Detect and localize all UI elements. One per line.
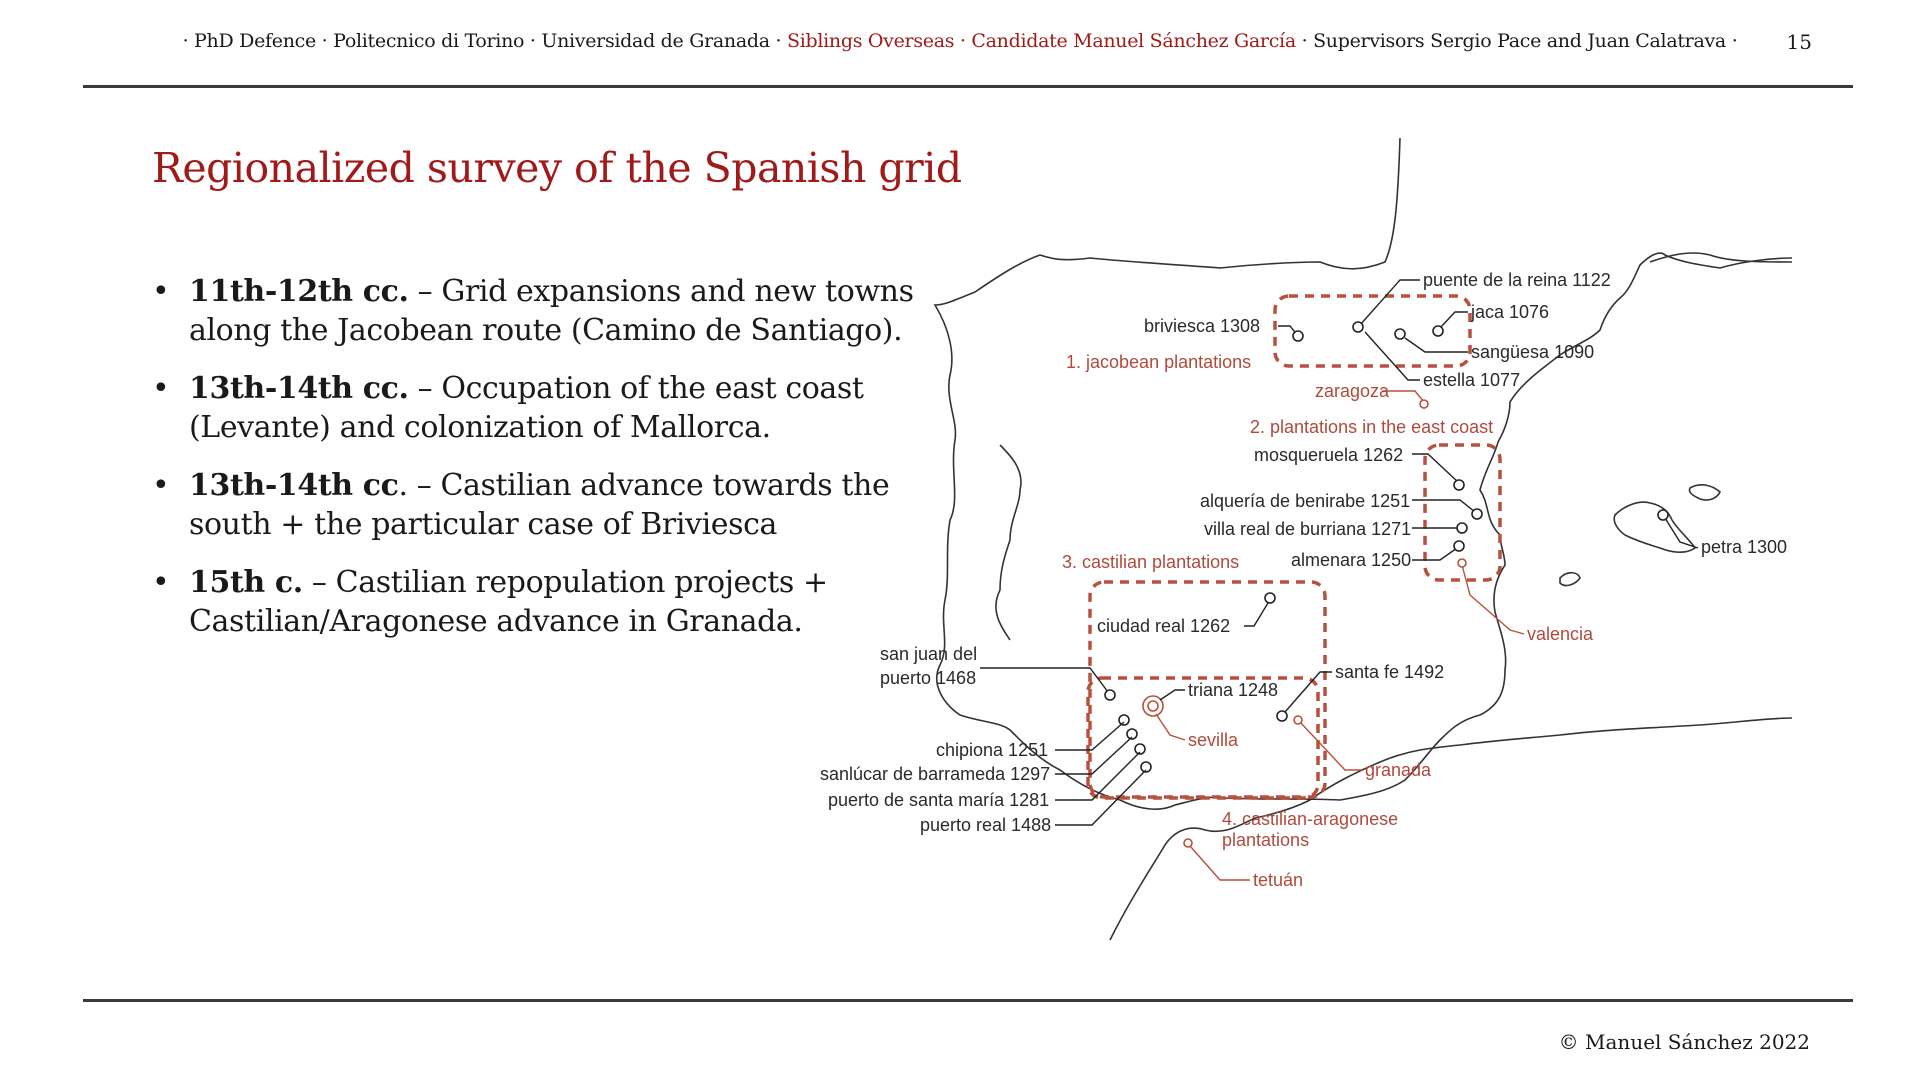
bullet-period: 15th c. [189,565,303,600]
city-label-granada: granada [1365,760,1432,780]
mallorca-island [1614,502,1695,552]
bullet-icon: • [152,565,170,600]
leader-line [1365,332,1420,380]
town-marker [1293,331,1303,341]
town-label-sanjuan-2: puerto 1468 [880,668,977,688]
town-label-santa-fe: santa fe 1492 [1335,662,1445,682]
copyright-notice: © Manuel Sánchez 2022 [1558,1030,1810,1054]
leader-line [1412,548,1457,560]
leader-line [1160,690,1185,700]
town-marker [1105,690,1115,700]
town-marker [1433,326,1443,336]
bullet-icon: • [152,468,170,503]
region-label-castilian-aragonese-2: plantations [1222,830,1310,850]
town-label-ciudad-real: ciudad real 1262 [1097,616,1231,636]
header-institutions: · PhD Defence · Politecnico di Torino · Universidad de Granada · [182,30,787,52]
leader-line [1156,714,1185,740]
header-supervisors: · Supervisors Sergio Pace and Juan Calatrava · [1295,30,1738,52]
slide-title: Regionalized survey of the Spanish grid [152,144,962,192]
town-label-alqueria: alquería de benirabe 1251 [1200,491,1411,511]
bullet-icon: • [152,371,170,406]
bullet-text: – Grid expansions and new towns along the Jacobean route (Camino de Santiago). [189,274,914,348]
leader-line [1440,312,1468,328]
bullet-text: . – Castilian advance towards the south + the particular case of Briviesca [189,468,890,542]
bullet-text: – Occupation of the east coast (Levante) and colonization of Mallorca. [189,371,864,445]
leader-line [1244,603,1268,626]
town-marker [1454,541,1464,551]
header-divider [83,85,1853,88]
leader-line [1300,722,1362,770]
bullet-icon: • [152,274,170,309]
town-label-mosqueruela: mosqueruela 1262 [1254,445,1404,465]
town-label-briviesca: briviesca 1308 [1144,316,1261,336]
region-label-jacobean: 1. jacobean plantations [1066,352,1252,372]
africa-coastline [1110,718,1792,940]
town-label-puente-reina: puente de la reina 1122 [1423,270,1611,290]
ibiza-island [1560,573,1580,586]
town-label-almenara: almenara 1250 [1291,550,1412,570]
city-marker [1420,400,1428,408]
town-label-estella: estella 1077 [1423,370,1521,390]
iberian-map [810,135,1820,950]
town-marker [1277,711,1287,721]
town-label-chipiona: chipiona 1251 [936,740,1049,760]
town-marker [1119,715,1129,725]
city-label-sevilla: sevilla [1188,730,1239,750]
region-label-east-coast: 2. plantations in the east coast [1250,417,1494,437]
town-marker [1658,510,1668,520]
leader-line [1412,500,1475,512]
town-marker [1353,322,1363,332]
town-label-puerto-santa-maria: puerto de santa maría 1281 [828,790,1050,810]
leader-line [1055,737,1132,774]
city-label-tetuan: tetuán [1253,870,1304,890]
city-label-zaragoza: zaragoza [1315,381,1390,401]
city-label-valencia: valencia [1527,624,1594,644]
city-marker [1458,559,1466,567]
bullet-text: – Castilian repopulation projects + Castilian/Aragonese advance in Granada. [189,565,828,639]
bullet-period: 13th-14th cc [189,468,399,503]
town-label-triana: triana 1248 [1188,680,1279,700]
leader-line [1190,846,1250,880]
town-label-sanguesa: sangüesa 1090 [1471,342,1595,362]
leader-line [1462,565,1524,634]
footer-divider [83,999,1853,1002]
town-marker [1395,329,1405,339]
bullet-period: 13th-14th cc. [189,371,409,406]
town-label-petra: petra 1300 [1701,537,1788,557]
city-marker-sevilla [1148,701,1158,711]
portugal-coastline [996,445,1021,640]
town-marker [1457,523,1467,533]
leader-line [1405,338,1468,352]
iberia-coastline [935,138,1792,809]
city-marker [1294,716,1302,724]
leader-line [1412,454,1458,482]
town-marker [1265,593,1275,603]
header-thesis-candidate: Siblings Overseas · Candidate Manuel Sánchez García [786,30,1296,52]
city-marker [1184,839,1192,847]
menorca-island [1689,485,1720,500]
town-label-jaca: jaca 1076 [1471,302,1550,322]
bullet-period: 11th-12th cc. [189,274,409,309]
town-marker [1454,480,1464,490]
town-label-sanlucar: sanlúcar de barrameda 1297 [820,764,1051,784]
page-number: 15 [1786,30,1812,54]
region-label-castilian-aragonese: 4. castilian-aragonese [1222,809,1399,829]
town-label-puerto-real: puerto real 1488 [920,815,1052,835]
town-label-sanjuan: san juan del [880,644,978,664]
leader-line [1360,280,1420,325]
slide-header [0,30,1920,52]
region-label-castilian: 3. castilian plantations [1062,552,1240,572]
town-marker [1472,509,1482,519]
town-label-villareal: villa real de burriana 1271 [1204,519,1412,539]
